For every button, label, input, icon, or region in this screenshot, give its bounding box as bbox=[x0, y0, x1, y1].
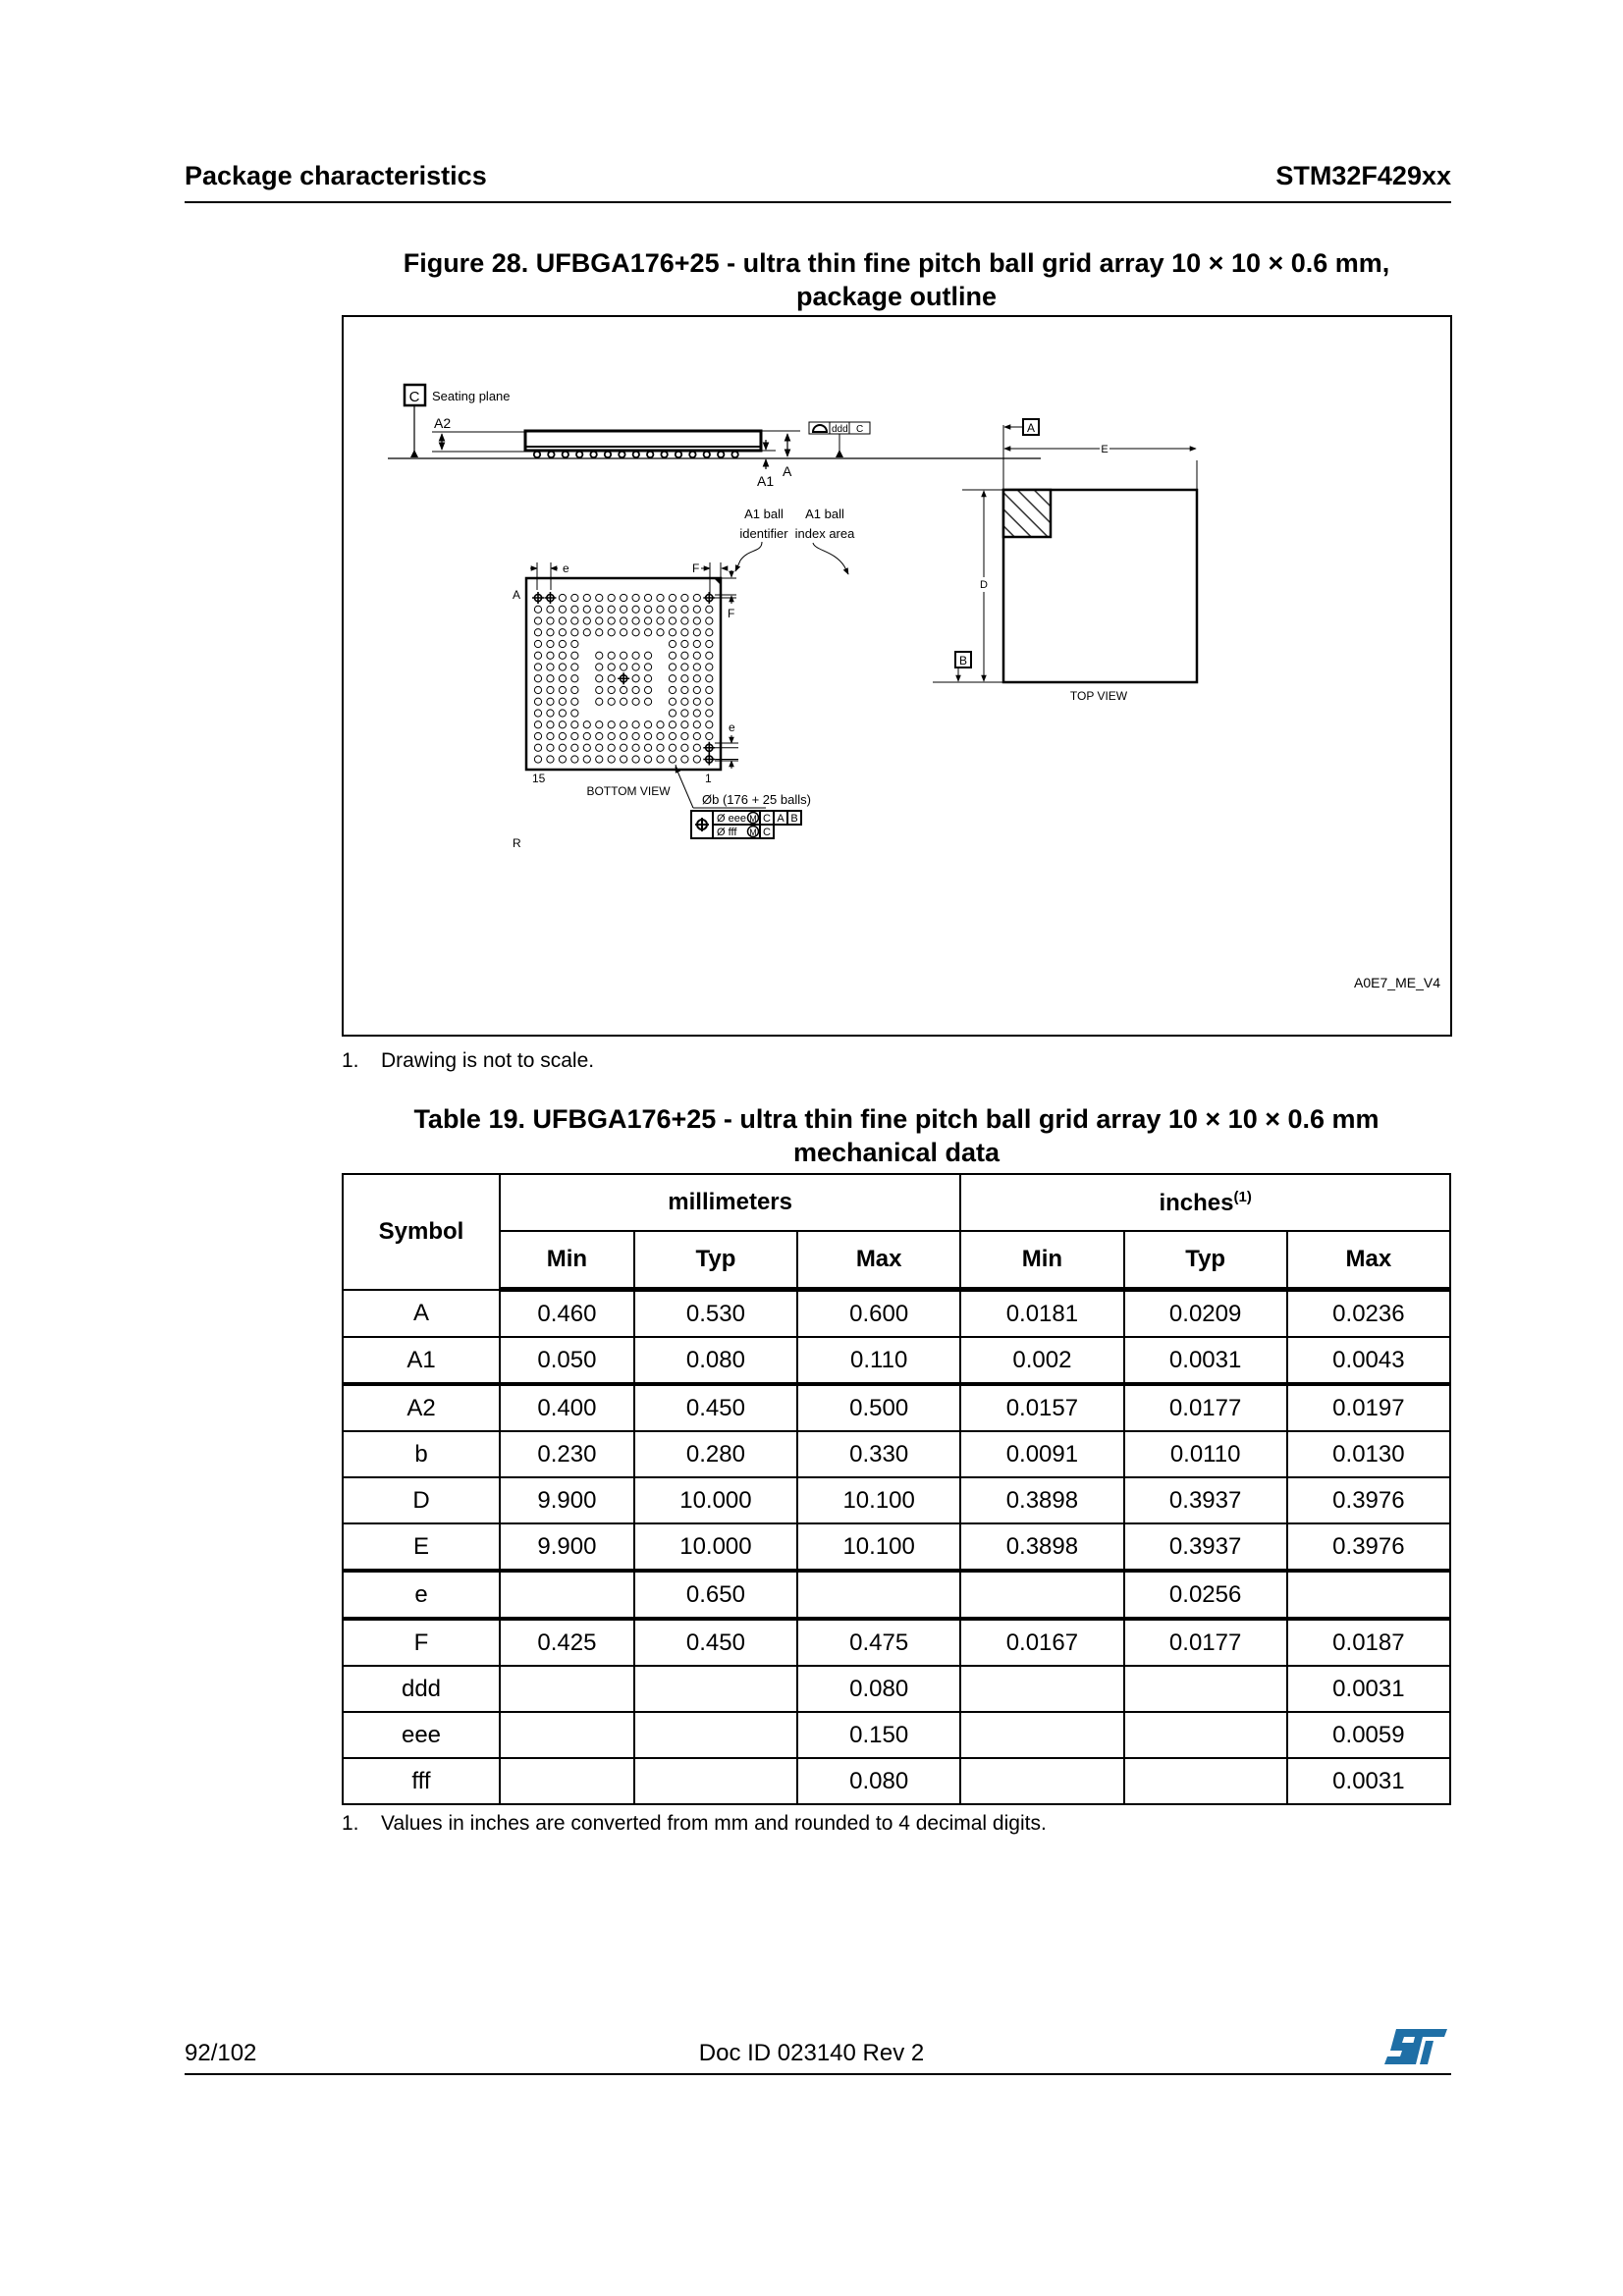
cell-in-min bbox=[960, 1571, 1123, 1619]
side-ball bbox=[676, 452, 681, 457]
figure-footnote-number: 1. bbox=[342, 1049, 359, 1072]
cell-in-min: 0.002 bbox=[960, 1337, 1123, 1384]
cell-mm-min bbox=[500, 1758, 634, 1804]
table-row bbox=[343, 1290, 1450, 1338]
cell-mm-max: 0.080 bbox=[797, 1666, 960, 1712]
cell-in-max: 0.0031 bbox=[1287, 1666, 1450, 1712]
symbol-header: Symbol bbox=[343, 1174, 500, 1290]
table-title-line1: Table 19. UFBGA176+25 - ultra thin fine pitch ball grid array 10 × 10 × 0.6 mm bbox=[413, 1104, 1380, 1134]
header-part-number: STM32F429xx bbox=[1275, 161, 1451, 190]
f-side-label: F bbox=[728, 607, 735, 620]
seating-plane-label: Seating plane bbox=[432, 389, 511, 403]
a-label: A bbox=[783, 463, 792, 479]
subheader-mm-typ: Typ bbox=[634, 1231, 797, 1290]
mechanical-data-table bbox=[342, 1173, 1451, 1805]
cell-mm-max: 0.330 bbox=[797, 1431, 960, 1477]
side-ball bbox=[647, 452, 653, 457]
table-footnote-text: Values in inches are converted from mm and rounded to 4 decimal digits. bbox=[381, 1812, 1047, 1835]
mmc-modifier-1: M bbox=[749, 814, 757, 824]
table-row bbox=[343, 1619, 1450, 1666]
table-footnote-number: 1. bbox=[342, 1812, 359, 1835]
row-r-label: R bbox=[513, 836, 521, 850]
f-top-label: F bbox=[692, 561, 700, 575]
cell-in-typ: 0.0177 bbox=[1124, 1619, 1287, 1666]
cell-in-max: 0.3976 bbox=[1287, 1523, 1450, 1571]
header-section-title: Package characteristics bbox=[185, 161, 487, 190]
cell-in-typ: 0.3937 bbox=[1124, 1523, 1287, 1571]
a1-index-area bbox=[1003, 490, 1051, 537]
side-ball bbox=[576, 452, 582, 457]
header-rule bbox=[185, 201, 1451, 203]
subheader-in-typ: Typ bbox=[1124, 1231, 1287, 1290]
mmc-modifier-2: M bbox=[749, 828, 757, 837]
cell-in-max: 0.0043 bbox=[1287, 1337, 1450, 1384]
ref-b: B bbox=[790, 813, 798, 825]
cell-mm-min: 0.230 bbox=[500, 1431, 634, 1477]
top-view bbox=[933, 419, 1197, 703]
a1-label: A1 bbox=[757, 473, 775, 489]
cell-symbol: A1 bbox=[343, 1337, 500, 1384]
cell-in-typ: 0.0209 bbox=[1124, 1290, 1287, 1338]
table-body bbox=[343, 1290, 1450, 1805]
cell-mm-min: 9.900 bbox=[500, 1523, 634, 1571]
cell-in-min bbox=[960, 1712, 1123, 1758]
page-number: 92/102 bbox=[185, 2040, 257, 2066]
figure-footnote-text: Drawing is not to scale. bbox=[381, 1049, 595, 1072]
cell-in-min bbox=[960, 1758, 1123, 1804]
cell-mm-max: 0.080 bbox=[797, 1758, 960, 1804]
col-15-label: 15 bbox=[532, 772, 546, 785]
side-ball bbox=[605, 452, 611, 457]
cell-mm-typ: 10.000 bbox=[634, 1523, 797, 1571]
cell-in-max: 0.3976 bbox=[1287, 1477, 1450, 1523]
a2-label: A2 bbox=[434, 415, 452, 431]
position-tolerance-frame bbox=[691, 811, 801, 838]
ddd-ref-label: C bbox=[856, 424, 864, 435]
figure-title-line1: Figure 28. UFBGA176+25 - ultra thin fine pitch ball grid array 10 × 10 × 0.6 mm, bbox=[403, 248, 1390, 278]
cell-mm-min: 0.400 bbox=[500, 1384, 634, 1431]
cell-mm-max: 10.100 bbox=[797, 1523, 960, 1571]
inches-footnote-ref: (1) bbox=[1233, 1188, 1252, 1205]
cell-mm-typ bbox=[634, 1666, 797, 1712]
e-side-label: e bbox=[729, 721, 735, 734]
cell-in-typ: 0.3937 bbox=[1124, 1477, 1287, 1523]
ddd-label: ddd bbox=[832, 424, 848, 435]
package-outline-figure bbox=[342, 315, 1452, 1037]
doc-id: Doc ID 023140 Rev 2 bbox=[698, 2040, 925, 2066]
cell-in-min: 0.0167 bbox=[960, 1619, 1123, 1666]
cell-in-min bbox=[960, 1666, 1123, 1712]
side-ball bbox=[548, 452, 554, 457]
cell-symbol: fff bbox=[343, 1758, 500, 1804]
table-row bbox=[343, 1758, 1450, 1804]
cell-mm-max: 10.100 bbox=[797, 1477, 960, 1523]
cell-in-min: 0.3898 bbox=[960, 1523, 1123, 1571]
millimeters-header: millimeters bbox=[500, 1174, 960, 1231]
cell-mm-typ: 0.450 bbox=[634, 1384, 797, 1431]
cell-in-max: 0.0236 bbox=[1287, 1290, 1450, 1338]
ref-c-2: C bbox=[763, 827, 771, 838]
cell-in-max: 0.0187 bbox=[1287, 1619, 1450, 1666]
table-footnote bbox=[342, 1812, 1047, 1836]
cell-mm-typ: 0.450 bbox=[634, 1619, 797, 1666]
cell-mm-min: 0.460 bbox=[500, 1290, 634, 1338]
side-view bbox=[388, 385, 1041, 489]
cell-symbol: A2 bbox=[343, 1384, 500, 1431]
cell-symbol: ddd bbox=[343, 1666, 500, 1712]
cell-in-typ: 0.0110 bbox=[1124, 1431, 1287, 1477]
datum-c-label: C bbox=[408, 389, 420, 405]
cell-mm-typ: 0.080 bbox=[634, 1337, 797, 1384]
cell-symbol: b bbox=[343, 1431, 500, 1477]
subheader-in-min: Min bbox=[960, 1231, 1123, 1290]
cell-in-min: 0.0091 bbox=[960, 1431, 1123, 1477]
side-ball bbox=[731, 452, 737, 457]
side-ball bbox=[619, 452, 624, 457]
cell-in-typ bbox=[1124, 1712, 1287, 1758]
tol-fff-label: Ø fff bbox=[717, 827, 737, 838]
side-view-balls bbox=[534, 452, 738, 457]
side-ball bbox=[563, 452, 568, 457]
dim-e-label: E bbox=[1101, 444, 1109, 455]
cell-symbol: A bbox=[343, 1290, 500, 1338]
st-logo bbox=[1382, 2027, 1449, 2066]
cell-in-typ: 0.0177 bbox=[1124, 1384, 1287, 1431]
cell-in-max bbox=[1287, 1571, 1450, 1619]
cell-mm-max: 0.150 bbox=[797, 1712, 960, 1758]
table-row bbox=[343, 1337, 1450, 1384]
flatness-icon bbox=[813, 425, 827, 432]
side-ball bbox=[718, 452, 724, 457]
a1-ball-identifier-label-2: identifier bbox=[739, 526, 788, 541]
table-row bbox=[343, 1523, 1450, 1571]
cell-in-max: 0.0031 bbox=[1287, 1758, 1450, 1804]
table-row bbox=[343, 1431, 1450, 1477]
e-top-label: e bbox=[563, 561, 569, 575]
table-row bbox=[343, 1571, 1450, 1619]
subheader-mm-max: Max bbox=[797, 1231, 960, 1290]
row-a-label: A bbox=[513, 588, 521, 602]
cell-mm-typ: 10.000 bbox=[634, 1477, 797, 1523]
cell-in-max: 0.0197 bbox=[1287, 1384, 1450, 1431]
ball-count-label: Øb (176 + 25 balls) bbox=[702, 792, 811, 807]
table-row bbox=[343, 1384, 1450, 1431]
cell-mm-max: 0.475 bbox=[797, 1619, 960, 1666]
figure-footnote bbox=[342, 1049, 594, 1073]
side-ball bbox=[704, 452, 710, 457]
ref-c-1: C bbox=[763, 813, 771, 825]
a1-ball-index-label-1: A1 ball bbox=[805, 507, 844, 521]
cell-in-min: 0.0181 bbox=[960, 1290, 1123, 1338]
cell-mm-max: 0.500 bbox=[797, 1384, 960, 1431]
subheader-mm-min: Min bbox=[500, 1231, 634, 1290]
cell-in-max: 0.0130 bbox=[1287, 1431, 1450, 1477]
table-row bbox=[343, 1712, 1450, 1758]
col-1-label: 1 bbox=[705, 772, 712, 785]
datum-b-label: B bbox=[958, 654, 968, 667]
cell-in-min: 0.3898 bbox=[960, 1477, 1123, 1523]
a1-ball-identifier-label-1: A1 ball bbox=[744, 507, 784, 521]
a1-ball-index-label-2: index area bbox=[794, 526, 855, 541]
cell-mm-min bbox=[500, 1712, 634, 1758]
cell-mm-max bbox=[797, 1571, 960, 1619]
drawing-id: A0E7_ME_V4 bbox=[1354, 975, 1440, 990]
inches-header bbox=[960, 1174, 1450, 1231]
cell-mm-typ: 0.650 bbox=[634, 1571, 797, 1619]
cell-mm-typ: 0.530 bbox=[634, 1290, 797, 1338]
figure-title-line2: package outline bbox=[795, 282, 998, 311]
cell-in-typ bbox=[1124, 1758, 1287, 1804]
table-title-line2: mechanical data bbox=[792, 1138, 1001, 1167]
cell-in-typ: 0.0031 bbox=[1124, 1337, 1287, 1384]
side-ball bbox=[661, 452, 667, 457]
inches-header-label: inches bbox=[1159, 1189, 1234, 1216]
package-outline-drawing bbox=[344, 317, 1450, 1035]
cell-symbol: eee bbox=[343, 1712, 500, 1758]
cell-in-typ bbox=[1124, 1666, 1287, 1712]
cell-mm-typ bbox=[634, 1712, 797, 1758]
cell-symbol: E bbox=[343, 1523, 500, 1571]
cell-mm-min bbox=[500, 1571, 634, 1619]
table-title bbox=[342, 1102, 1451, 1169]
cell-mm-max: 0.600 bbox=[797, 1290, 960, 1338]
cell-mm-typ: 0.280 bbox=[634, 1431, 797, 1477]
figure-title bbox=[342, 246, 1451, 313]
side-ball bbox=[689, 452, 695, 457]
cell-mm-min: 0.425 bbox=[500, 1619, 634, 1666]
side-ball bbox=[590, 452, 596, 457]
tol-eee-label: Ø eee bbox=[717, 813, 746, 825]
cell-in-typ: 0.0256 bbox=[1124, 1571, 1287, 1619]
cell-symbol: F bbox=[343, 1619, 500, 1666]
subheader-in-max: Max bbox=[1287, 1231, 1450, 1290]
cell-mm-typ bbox=[634, 1758, 797, 1804]
cell-in-max: 0.0059 bbox=[1287, 1712, 1450, 1758]
side-ball bbox=[633, 452, 639, 457]
cell-mm-max: 0.110 bbox=[797, 1337, 960, 1384]
dim-d-label: D bbox=[980, 579, 988, 591]
cell-mm-min: 0.050 bbox=[500, 1337, 634, 1384]
side-ball bbox=[534, 452, 540, 457]
cell-mm-min bbox=[500, 1666, 634, 1712]
cell-in-min: 0.0157 bbox=[960, 1384, 1123, 1431]
bottom-view-label: BOTTOM VIEW bbox=[586, 784, 671, 798]
table-row bbox=[343, 1477, 1450, 1523]
cell-symbol: D bbox=[343, 1477, 500, 1523]
top-view-label: TOP VIEW bbox=[1069, 689, 1128, 703]
datum-a-label: A bbox=[1026, 421, 1036, 435]
ref-a: A bbox=[777, 813, 784, 825]
cell-mm-min: 9.900 bbox=[500, 1477, 634, 1523]
footer-rule bbox=[185, 2073, 1451, 2075]
cell-symbol: e bbox=[343, 1571, 500, 1619]
table-row bbox=[343, 1666, 1450, 1712]
